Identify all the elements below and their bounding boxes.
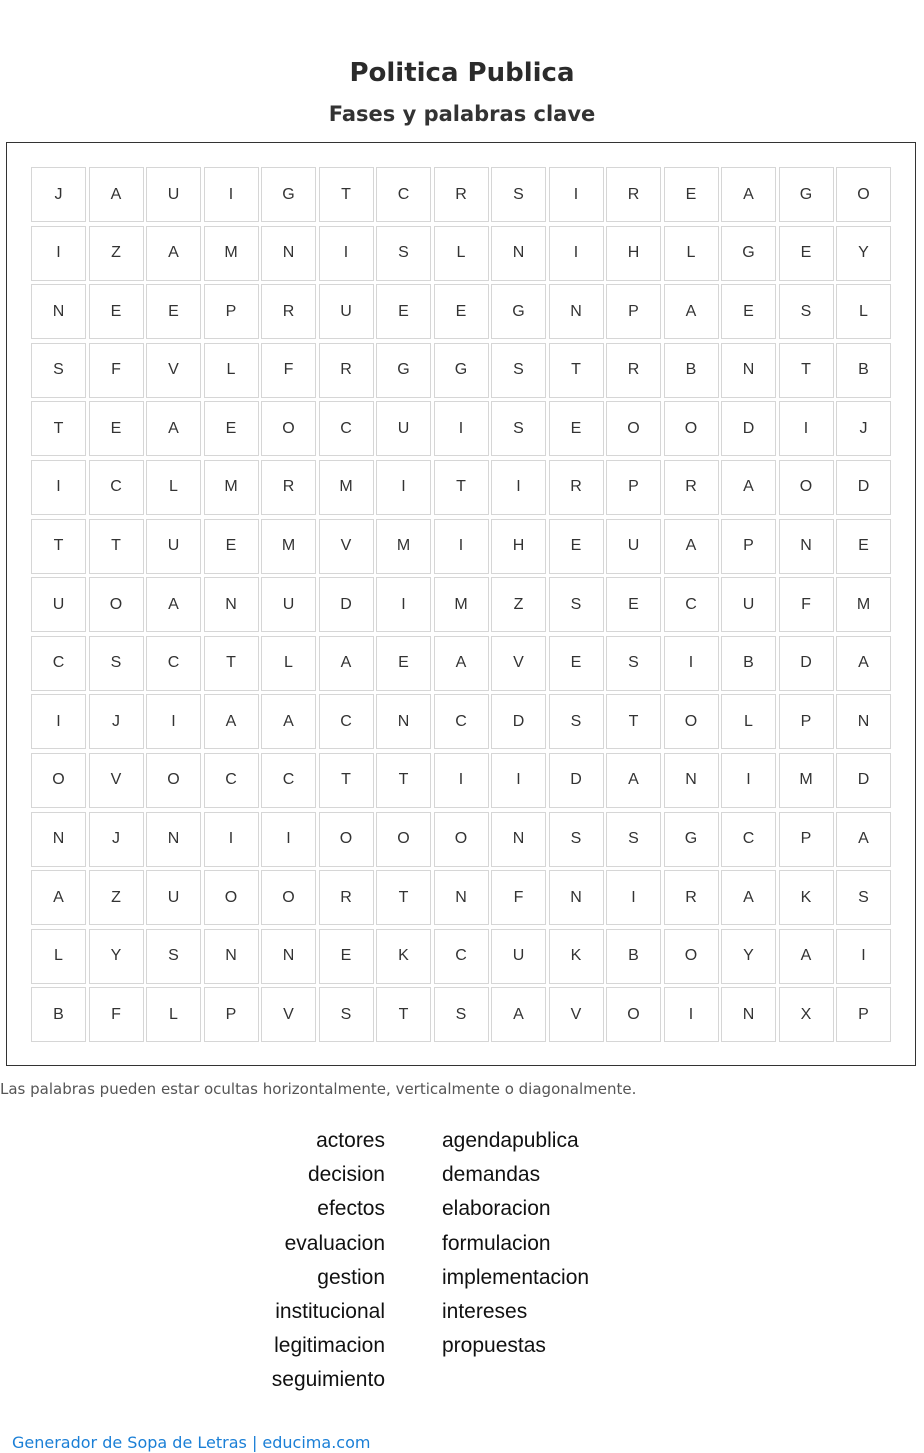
grid-cell[interactable]: R [664, 870, 719, 925]
grid-cell[interactable]: A [721, 167, 776, 222]
word-item: efectos [317, 1197, 385, 1221]
grid-cell[interactable]: K [779, 870, 834, 925]
grid-cell[interactable]: O [606, 987, 661, 1042]
grid-cell[interactable]: S [606, 636, 661, 691]
grid-cell[interactable]: H [491, 519, 546, 574]
grid-cell[interactable]: C [261, 753, 316, 808]
grid-cell[interactable]: N [549, 870, 604, 925]
grid-cell[interactable]: X [779, 987, 834, 1042]
grid-cell[interactable]: I [376, 577, 431, 632]
word-list-right-column [442, 1124, 589, 1363]
word-item: formulacion [442, 1231, 551, 1255]
grid-cell[interactable]: O [836, 167, 891, 222]
grid-cell[interactable]: P [606, 460, 661, 515]
grid-cell[interactable]: I [31, 226, 86, 281]
grid-cell[interactable]: E [664, 167, 719, 222]
word-item: seguimiento [271, 1368, 385, 1392]
grid-cell[interactable]: R [319, 870, 374, 925]
grid-cell[interactable]: S [549, 694, 604, 749]
grid-cell[interactable]: E [721, 284, 776, 339]
grid-cell[interactable]: R [606, 343, 661, 398]
grid-cell[interactable]: U [261, 577, 316, 632]
grid-cell[interactable]: V [261, 987, 316, 1042]
grid-cell[interactable]: S [779, 284, 834, 339]
grid-cell[interactable]: A [146, 401, 201, 456]
grid-cell[interactable]: M [434, 577, 489, 632]
grid-cell[interactable]: D [779, 636, 834, 691]
grid-cell[interactable]: S [491, 343, 546, 398]
grid-cell[interactable]: U [721, 577, 776, 632]
grid-cell[interactable]: V [89, 753, 144, 808]
grid-cell[interactable]: M [319, 460, 374, 515]
grid-cell[interactable]: N [204, 929, 259, 984]
grid-cell[interactable]: A [721, 460, 776, 515]
grid-cell[interactable]: B [836, 343, 891, 398]
grid-cell[interactable]: M [261, 519, 316, 574]
grid-cell[interactable]: O [319, 812, 374, 867]
grid-cell[interactable]: K [376, 929, 431, 984]
word-item: propuestas [442, 1334, 546, 1358]
grid-cell[interactable]: S [89, 636, 144, 691]
grid-cell[interactable]: A [146, 226, 201, 281]
grid-cell[interactable]: L [204, 343, 259, 398]
grid-cell[interactable]: N [721, 987, 776, 1042]
grid-cell[interactable]: L [31, 929, 86, 984]
grid-cell[interactable]: L [146, 987, 201, 1042]
grid-cell[interactable]: I [664, 636, 719, 691]
grid-cell[interactable]: L [721, 694, 776, 749]
grid-cell[interactable]: N [491, 812, 546, 867]
grid-cell[interactable]: P [836, 987, 891, 1042]
word-item: gestion [317, 1265, 385, 1289]
grid-cell[interactable]: D [491, 694, 546, 749]
grid-cell[interactable]: I [606, 870, 661, 925]
grid-cell[interactable]: R [664, 460, 719, 515]
grid-cell[interactable]: U [491, 929, 546, 984]
grid-cell[interactable]: E [606, 577, 661, 632]
grid-cell[interactable]: G [491, 284, 546, 339]
grid-cell[interactable]: M [376, 519, 431, 574]
grid-cell[interactable]: D [836, 753, 891, 808]
grid-cell[interactable]: N [434, 870, 489, 925]
grid-cell[interactable]: J [836, 401, 891, 456]
grid-cell[interactable]: O [146, 753, 201, 808]
grid-cell[interactable]: M [836, 577, 891, 632]
grid-cell[interactable]: I [146, 694, 201, 749]
grid-cell[interactable]: K [549, 929, 604, 984]
grid-cell[interactable]: F [491, 870, 546, 925]
grid-cell[interactable]: N [549, 284, 604, 339]
grid-cell[interactable]: N [204, 577, 259, 632]
grid-cell[interactable]: I [779, 401, 834, 456]
grid-cell[interactable]: Z [89, 870, 144, 925]
grid-cell[interactable]: I [434, 519, 489, 574]
grid-cell[interactable]: Z [89, 226, 144, 281]
grid-cell[interactable]: U [146, 870, 201, 925]
grid-cell[interactable]: B [31, 987, 86, 1042]
grid-cell[interactable]: E [204, 401, 259, 456]
word-item: decision [307, 1163, 385, 1187]
word-item: elaboracion [442, 1197, 551, 1221]
grid-cell[interactable]: M [779, 753, 834, 808]
word-item: implementacion [442, 1265, 590, 1289]
grid-cell[interactable]: E [146, 284, 201, 339]
grid-cell[interactable]: E [549, 519, 604, 574]
grid-cell[interactable]: S [491, 401, 546, 456]
grid-cell[interactable]: T [779, 343, 834, 398]
grid-cell[interactable]: G [376, 343, 431, 398]
grid-cell[interactable]: R [261, 460, 316, 515]
grid-cell[interactable]: E [319, 929, 374, 984]
grid-cell[interactable]: T [376, 870, 431, 925]
grid-cell[interactable]: O [261, 401, 316, 456]
grid-cell[interactable]: I [664, 987, 719, 1042]
grid-cell[interactable]: S [31, 343, 86, 398]
puzzle-title: Politica Publica [349, 58, 575, 88]
grid-cell[interactable]: R [606, 167, 661, 222]
grid-cell[interactable]: S [606, 812, 661, 867]
grid-cell[interactable]: H [606, 226, 661, 281]
grid-cell[interactable]: O [31, 753, 86, 808]
grid-cell[interactable]: P [204, 284, 259, 339]
instructions-text: Las palabras pueden estar ocultas horizontalmente, verticalmente o diagonalmente. [0, 1080, 637, 1098]
grid-cell[interactable]: I [319, 226, 374, 281]
grid-cell[interactable]: U [31, 577, 86, 632]
grid-cell[interactable]: A [836, 636, 891, 691]
grid-cell[interactable]: I [31, 460, 86, 515]
grid-cell[interactable]: T [204, 636, 259, 691]
grid-cell[interactable]: T [376, 753, 431, 808]
word-search-board [6, 142, 916, 1066]
word-item: agendapublica [442, 1129, 579, 1152]
grid-cell[interactable]: E [204, 519, 259, 574]
grid-cell[interactable]: Y [836, 226, 891, 281]
grid-cell[interactable]: S [146, 929, 201, 984]
grid-cell[interactable]: P [204, 987, 259, 1042]
letter-grid [31, 167, 891, 1042]
grid-cell[interactable]: C [434, 694, 489, 749]
grid-cell[interactable]: I [836, 929, 891, 984]
grid-cell[interactable]: F [779, 577, 834, 632]
grid-cell[interactable]: V [491, 636, 546, 691]
grid-cell[interactable]: I [434, 753, 489, 808]
grid-cell[interactable]: D [549, 753, 604, 808]
grid-cell[interactable]: Z [491, 577, 546, 632]
grid-cell[interactable]: S [549, 577, 604, 632]
grid-cell[interactable]: P [779, 812, 834, 867]
grid-cell[interactable]: T [376, 987, 431, 1042]
grid-cell[interactable]: A [779, 929, 834, 984]
grid-cell[interactable]: A [664, 284, 719, 339]
grid-cell[interactable]: O [664, 694, 719, 749]
grid-cell[interactable]: A [664, 519, 719, 574]
grid-cell[interactable]: D [319, 577, 374, 632]
grid-cell[interactable]: E [779, 226, 834, 281]
grid-cell[interactable]: D [836, 460, 891, 515]
grid-cell[interactable]: R [549, 460, 604, 515]
grid-cell[interactable]: L [434, 226, 489, 281]
grid-cell[interactable]: V [549, 987, 604, 1042]
grid-cell[interactable]: T [31, 401, 86, 456]
grid-cell[interactable]: T [434, 460, 489, 515]
grid-cell[interactable]: I [204, 167, 259, 222]
grid-cell[interactable]: E [376, 284, 431, 339]
grid-cell[interactable]: E [89, 284, 144, 339]
grid-cell[interactable]: T [606, 694, 661, 749]
grid-cell[interactable]: O [204, 870, 259, 925]
grid-cell[interactable]: I [376, 460, 431, 515]
grid-cell[interactable]: M [204, 226, 259, 281]
grid-cell[interactable]: A [89, 167, 144, 222]
grid-cell[interactable]: O [376, 812, 431, 867]
grid-cell[interactable]: A [204, 694, 259, 749]
grid-cell[interactable]: A [491, 987, 546, 1042]
word-item: institucional [275, 1299, 385, 1323]
grid-cell[interactable]: S [836, 870, 891, 925]
grid-cell[interactable]: F [261, 343, 316, 398]
grid-cell[interactable]: O [89, 577, 144, 632]
grid-cell[interactable]: N [261, 226, 316, 281]
grid-cell[interactable]: G [434, 343, 489, 398]
grid-cell[interactable]: U [376, 401, 431, 456]
word-list-left-column [272, 1124, 385, 1398]
grid-cell[interactable]: T [319, 753, 374, 808]
grid-cell[interactable]: D [721, 401, 776, 456]
grid-cell[interactable]: N [491, 226, 546, 281]
grid-cell[interactable]: N [721, 343, 776, 398]
grid-cell[interactable]: O [664, 401, 719, 456]
grid-cell[interactable]: C [89, 460, 144, 515]
grid-cell[interactable]: E [89, 401, 144, 456]
grid-cell[interactable]: Y [89, 929, 144, 984]
grid-cell[interactable]: L [836, 284, 891, 339]
grid-cell[interactable]: B [721, 636, 776, 691]
grid-cell[interactable]: U [146, 167, 201, 222]
grid-cell[interactable]: V [319, 519, 374, 574]
footer-link[interactable]: Generador de Sopa de Letras | educima.com [12, 1433, 371, 1452]
grid-cell[interactable]: P [721, 519, 776, 574]
grid-cell[interactable]: C [319, 694, 374, 749]
grid-cell[interactable]: N [664, 753, 719, 808]
grid-cell[interactable]: C [204, 753, 259, 808]
grid-cell[interactable]: C [434, 929, 489, 984]
grid-cell[interactable]: U [606, 519, 661, 574]
grid-cell[interactable]: E [549, 636, 604, 691]
grid-cell[interactable]: B [606, 929, 661, 984]
word-item: intereses [442, 1299, 528, 1323]
grid-cell[interactable]: P [606, 284, 661, 339]
grid-cell[interactable]: B [664, 343, 719, 398]
grid-cell[interactable]: T [89, 519, 144, 574]
word-item: demandas [442, 1163, 541, 1187]
grid-cell[interactable]: S [491, 167, 546, 222]
grid-cell[interactable]: I [549, 167, 604, 222]
grid-cell[interactable]: A [606, 753, 661, 808]
grid-cell[interactable]: F [89, 987, 144, 1042]
grid-cell[interactable]: O [664, 929, 719, 984]
grid-cell[interactable]: G [779, 167, 834, 222]
grid-cell[interactable]: I [434, 401, 489, 456]
grid-cell[interactable]: L [146, 460, 201, 515]
grid-cell[interactable]: O [261, 870, 316, 925]
word-item: actores [316, 1129, 385, 1152]
grid-cell[interactable]: I [261, 812, 316, 867]
grid-cell[interactable]: A [836, 812, 891, 867]
grid-cell[interactable]: E [434, 284, 489, 339]
grid-cell[interactable]: G [664, 812, 719, 867]
grid-cell[interactable]: I [491, 753, 546, 808]
grid-cell[interactable]: E [549, 401, 604, 456]
grid-cell[interactable]: F [89, 343, 144, 398]
grid-cell[interactable]: T [549, 343, 604, 398]
grid-cell[interactable]: O [434, 812, 489, 867]
grid-cell[interactable]: A [319, 636, 374, 691]
grid-cell[interactable]: L [664, 226, 719, 281]
word-item: legitimacion [274, 1334, 385, 1358]
grid-cell[interactable]: O [779, 460, 834, 515]
grid-cell[interactable]: A [434, 636, 489, 691]
grid-cell[interactable]: I [204, 812, 259, 867]
grid-cell[interactable]: N [261, 929, 316, 984]
grid-cell[interactable]: E [376, 636, 431, 691]
grid-cell[interactable]: L [261, 636, 316, 691]
grid-cell[interactable]: C [664, 577, 719, 632]
grid-cell[interactable]: N [31, 284, 86, 339]
grid-cell[interactable]: A [31, 870, 86, 925]
grid-cell[interactable]: S [319, 987, 374, 1042]
grid-cell[interactable]: J [31, 167, 86, 222]
grid-cell[interactable]: Y [721, 929, 776, 984]
grid-cell[interactable]: N [779, 519, 834, 574]
grid-cell[interactable]: N [31, 812, 86, 867]
grid-cell[interactable]: N [376, 694, 431, 749]
grid-cell[interactable]: E [836, 519, 891, 574]
grid-cell[interactable]: T [31, 519, 86, 574]
grid-cell[interactable]: S [549, 812, 604, 867]
grid-cell[interactable]: V [146, 343, 201, 398]
grid-cell[interactable]: I [31, 694, 86, 749]
grid-cell[interactable]: C [319, 401, 374, 456]
grid-cell[interactable]: M [204, 460, 259, 515]
word-item: evaluacion [284, 1231, 385, 1255]
grid-cell[interactable]: R [319, 343, 374, 398]
grid-cell[interactable]: R [434, 167, 489, 222]
grid-cell[interactable]: C [146, 636, 201, 691]
grid-cell[interactable]: A [721, 870, 776, 925]
grid-cell[interactable]: N [836, 694, 891, 749]
grid-cell[interactable]: O [606, 401, 661, 456]
grid-cell[interactable]: S [376, 226, 431, 281]
grid-cell[interactable]: A [146, 577, 201, 632]
grid-cell[interactable]: I [721, 753, 776, 808]
grid-cell[interactable]: I [491, 460, 546, 515]
grid-cell[interactable]: A [261, 694, 316, 749]
grid-cell[interactable]: T [319, 167, 374, 222]
grid-cell[interactable]: C [31, 636, 86, 691]
grid-cell[interactable]: R [261, 284, 316, 339]
grid-cell[interactable]: U [146, 519, 201, 574]
grid-cell[interactable]: G [721, 226, 776, 281]
grid-cell[interactable]: S [434, 987, 489, 1042]
grid-cell[interactable]: J [89, 812, 144, 867]
grid-cell[interactable]: N [146, 812, 201, 867]
grid-cell[interactable]: C [376, 167, 431, 222]
grid-cell[interactable]: U [319, 284, 374, 339]
puzzle-subtitle: Fases y palabras clave [328, 102, 596, 126]
grid-cell[interactable]: I [549, 226, 604, 281]
grid-cell[interactable]: P [779, 694, 834, 749]
grid-cell[interactable]: J [89, 694, 144, 749]
grid-cell[interactable]: G [261, 167, 316, 222]
grid-cell[interactable]: C [721, 812, 776, 867]
